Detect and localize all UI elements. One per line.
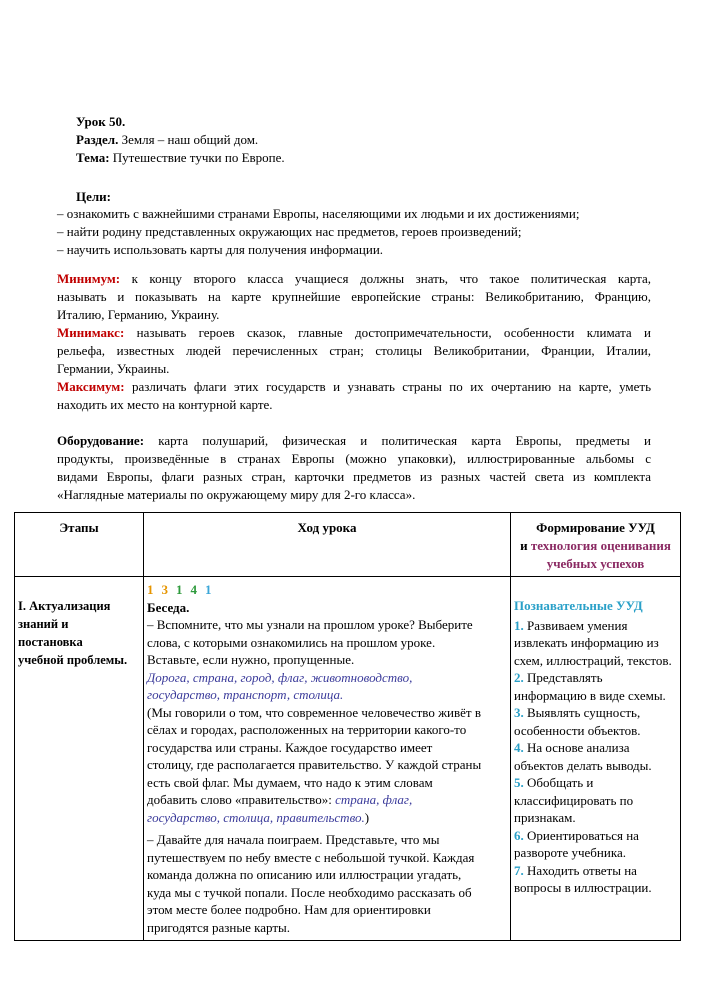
uud-item-text: Ориентироваться на [523, 827, 639, 843]
uud-item-number: 1. [514, 617, 524, 633]
paragraph-text: – Давайте для начала поиграем. Представьте, что мы [147, 832, 440, 847]
paragraph-text: добавить слово «правительство»: [147, 792, 336, 807]
col-uud-header [511, 513, 681, 577]
uud-cell [511, 577, 681, 941]
uud-item-text: информацию в виде схемы. [514, 687, 666, 703]
uud-item-text: признакам. [514, 810, 576, 825]
paragraph-text: – Вспомните, что мы узнали на прошлом уроке? Выберите [147, 617, 473, 632]
paragraph-text: ) [364, 809, 370, 825]
section-value: Земля – наш общий дом. [118, 132, 259, 147]
paragraph-text: есть свой флаг. Мы думаем, что надо к этим словам [147, 774, 433, 790]
paragraph-text: (Мы говорили о том, что современное человечество живёт в [147, 704, 481, 720]
activity-number: 1 [147, 582, 154, 597]
minimum-label: Минимум: [57, 271, 121, 286]
uud-item-text: На основе анализа [523, 740, 630, 755]
uud-title: Познавательные УУД [514, 598, 643, 613]
uud-item-text: вопросы в иллюстрации. [514, 880, 652, 895]
paragraph-text: куда мы с тучкой попали. После необходимо рассказать об [147, 884, 472, 900]
word-list: страна, флаг, [335, 792, 413, 807]
col-lesson-flow-header: Ход урока [144, 513, 511, 577]
word-list: государство, транспорт, столица. [147, 687, 344, 702]
maximum-text: различать флаги этих государств и узнавать страны по их очертанию на карте, уметь [124, 379, 651, 394]
uud-item-number: 4. [514, 740, 524, 755]
uud-item [514, 862, 676, 897]
topic-label: Тема: [76, 150, 110, 165]
equipment-text: продукты, произведённые в странах Европы (можно упаковки), иллюстрированные альбомы с [57, 451, 651, 466]
paragraph-text: Вставьте, если нужно, пропущенные. [147, 652, 355, 667]
uud-item [514, 617, 676, 670]
table-row [15, 577, 681, 941]
uud-item-number: 2. [514, 670, 524, 685]
section-label: Раздел. [76, 132, 119, 147]
topic-value: Путешествие тучки по Европе. [109, 150, 285, 165]
uud-item-number: 6. [514, 827, 524, 843]
goal-item: – ознакомить с важнейшими странами Европы, населяющими их людьми и их достижениями; [57, 206, 580, 221]
minimum-text: называть и показывать на карте крупнейшие европейские страны: Великобританию, Францию, [57, 289, 651, 304]
uud-item-text: Развиваем умения [523, 617, 628, 633]
minimum-text: Италию, Германию, Украину. [57, 307, 220, 322]
activity-number: 3 [161, 582, 168, 597]
stage-cell [15, 577, 144, 941]
activity-number: 1 [176, 582, 183, 597]
paragraph-text: сёлах и городах, расположенных на территории какого-то [147, 722, 467, 737]
goals-list [57, 205, 677, 259]
uud-item [514, 774, 676, 827]
level-minimum [57, 270, 651, 324]
uud-item-text: извлекать информацию из [514, 635, 659, 650]
activity-number: 4 [190, 582, 197, 597]
paragraph-text: команда должна по описанию или иллюстрации угадать, [147, 867, 462, 882]
lesson-header [76, 113, 285, 167]
paragraph-text: слова, с которыми ознакомились на прошлом уроке. [147, 634, 436, 650]
maximum-label: Максимум: [57, 379, 125, 394]
lesson-flow-cell [144, 577, 511, 941]
equipment-label: Оборудование: [57, 433, 145, 448]
uud-item [514, 739, 676, 774]
lesson-table [14, 512, 681, 941]
minimax-text: Германии, Украины. [57, 361, 170, 376]
stage-text: учебной проблемы. [18, 653, 128, 667]
uud-item-text: классифицировать по [514, 792, 634, 808]
equipment-text: «Наглядные материалы по окружающему миру для 2-го класса». [57, 487, 416, 502]
word-list: государство, столица, правительство. [147, 809, 365, 825]
paragraph-text: путешествуем по небу вместе с небольшой тучкой. Каждая [147, 849, 475, 865]
minimum-text: к концу второго класса учащиеся должны знать, что такое политическая карта, [120, 271, 651, 286]
uud-header-colored: технология оценивания [530, 538, 671, 553]
paragraph-text: государства или страны. Каждое государство имеет [147, 739, 433, 755]
goal-item: – научить использовать карты для получения информации. [57, 242, 384, 257]
uud-item-text: Представлять [523, 670, 603, 685]
equipment [57, 432, 651, 504]
stage-text: постановка [18, 635, 83, 649]
uud-item-text: объектов делать выводы. [514, 757, 652, 773]
goal-item: – найти родину представленных окружающих нас предметов, героев произведений; [57, 224, 522, 239]
level-maximum [57, 378, 651, 414]
equipment-text: видами Европы, флаги разных стран, карточки предметов из разных частей света из комплекта [57, 469, 651, 484]
uud-item-text: Находить ответы на [523, 862, 637, 878]
uud-item-text: Обобщать и [523, 775, 594, 790]
maximum-text: находить их место на контурной карте. [57, 397, 273, 412]
uud-header-prefix: и [520, 538, 531, 553]
stage-text: знаний и [18, 617, 69, 631]
uud-item-text: Выявлять сущность, [523, 705, 641, 720]
uud-item-text: развороте учебника. [514, 845, 626, 860]
minimax-text: называть героев сказок, главные достопримечательности, особенности климата и [124, 325, 651, 340]
lesson-number: Урок 50. [76, 114, 126, 129]
minimax-text: рельефа, известных людей перечисленных стран; столицы Великобритании, Франции, Италии, [57, 343, 651, 358]
uud-header-line: учебных успехов [546, 556, 645, 571]
equipment-text: карта полушарий, физическая и политическая карта Европы, предметы и [144, 433, 651, 448]
uud-item-number: 7. [514, 862, 524, 878]
paragraph-text: этом месте более подробно. Нам для ориентировки [147, 902, 431, 917]
table-header-row [15, 513, 681, 577]
uud-item-number: 5. [514, 775, 524, 790]
uud-item [514, 827, 676, 862]
col-stages-header: Этапы [15, 513, 144, 577]
level-minimax [57, 324, 651, 378]
uud-item-number: 3. [514, 705, 524, 720]
goals-title: Цели: [76, 189, 111, 204]
activity-number: 1 [205, 582, 212, 597]
uud-item-text: схем, иллюстраций, текстов. [514, 652, 672, 668]
uud-item [514, 704, 676, 739]
stage-text: I. Актуализация [18, 599, 111, 613]
talk-title: Беседа. [147, 599, 190, 615]
activity-numbers [147, 581, 506, 599]
word-list: Дорога, страна, город, флаг, животноводство, [147, 669, 413, 685]
paragraph-text: пригодятся разные карты. [147, 919, 290, 935]
paragraph-text: столицу, где располагается правительство. У каждой страны [147, 757, 482, 772]
uud-header-line: Формирование УУД [536, 520, 655, 535]
uud-item-text: особенности объектов. [514, 722, 641, 738]
minimax-label: Минимакс: [57, 325, 125, 340]
uud-item [514, 669, 676, 704]
